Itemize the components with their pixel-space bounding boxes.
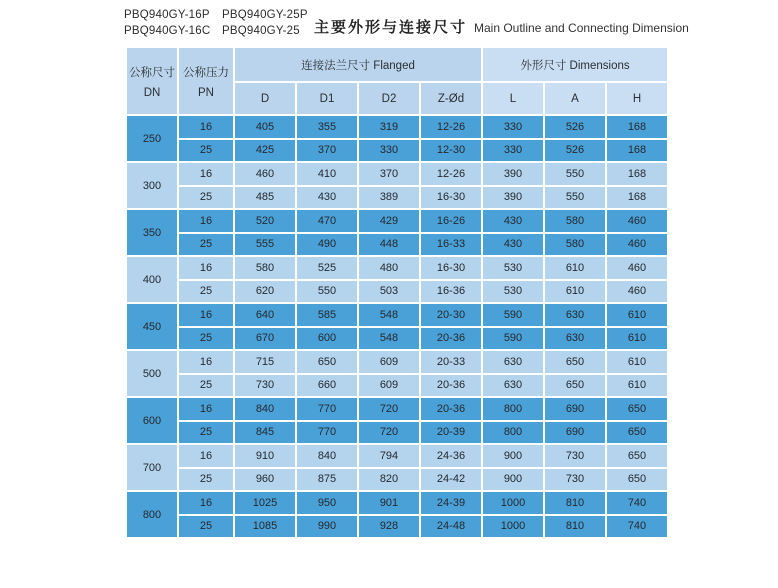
value-cell: 460 <box>235 163 295 185</box>
value-cell: 550 <box>297 281 357 303</box>
value-cell: 20-36 <box>421 328 481 350</box>
value-cell: 600 <box>297 328 357 350</box>
value-cell: 609 <box>359 351 419 373</box>
value-cell: 730 <box>235 375 295 397</box>
value-cell: 24-48 <box>421 516 481 538</box>
table-row <box>127 281 667 303</box>
value-cell: 730 <box>545 445 605 467</box>
value-cell: 330 <box>483 140 543 162</box>
column-header-h: H <box>607 83 667 114</box>
value-cell: 910 <box>235 445 295 467</box>
value-cell: 740 <box>607 492 667 514</box>
value-cell: 845 <box>235 422 295 444</box>
value-cell: 550 <box>545 187 605 209</box>
value-cell: 525 <box>297 257 357 279</box>
value-cell: 1000 <box>483 516 543 538</box>
value-cell: 901 <box>359 492 419 514</box>
value-cell: 840 <box>235 398 295 420</box>
pn-cell: 16 <box>179 445 233 467</box>
value-cell: 650 <box>545 351 605 373</box>
value-cell: 770 <box>297 398 357 420</box>
value-cell: 389 <box>359 187 419 209</box>
pn-cell: 25 <box>179 140 233 162</box>
value-cell: 800 <box>483 422 543 444</box>
dimension-table-container <box>125 46 669 539</box>
pn-cell: 25 <box>179 328 233 350</box>
value-cell: 168 <box>607 187 667 209</box>
value-cell: 526 <box>545 140 605 162</box>
table-row <box>127 234 667 256</box>
pn-cell: 16 <box>179 116 233 138</box>
value-cell: 405 <box>235 116 295 138</box>
value-cell: 620 <box>235 281 295 303</box>
value-cell: 640 <box>235 304 295 326</box>
value-cell: 24-39 <box>421 492 481 514</box>
model-code: PBQ940GY-16P <box>124 9 210 21</box>
table-row <box>127 304 667 326</box>
value-cell: 410 <box>297 163 357 185</box>
table-row <box>127 140 667 162</box>
value-cell: 650 <box>607 469 667 491</box>
pn-cell: 25 <box>179 422 233 444</box>
value-cell: 650 <box>297 351 357 373</box>
value-cell: 670 <box>235 328 295 350</box>
value-cell: 20-39 <box>421 422 481 444</box>
pn-cell: 25 <box>179 516 233 538</box>
value-cell: 630 <box>545 328 605 350</box>
value-cell: 590 <box>483 328 543 350</box>
table-row <box>127 422 667 444</box>
value-cell: 16-30 <box>421 257 481 279</box>
value-cell: 16-26 <box>421 210 481 232</box>
dn-cell: 350 <box>127 210 177 255</box>
table-row <box>127 328 667 350</box>
model-code: PBQ940GY-25P <box>222 9 308 21</box>
value-cell: 20-36 <box>421 375 481 397</box>
pn-cell: 25 <box>179 375 233 397</box>
value-cell: 585 <box>297 304 357 326</box>
column-header-dn <box>127 48 177 114</box>
pn-cell: 16 <box>179 351 233 373</box>
column-header-dn-zh: 公称尺寸 <box>129 66 175 79</box>
column-header-l: L <box>483 83 543 114</box>
value-cell: 20-30 <box>421 304 481 326</box>
dn-cell: 600 <box>127 398 177 443</box>
value-cell: 555 <box>235 234 295 256</box>
pn-cell: 16 <box>179 257 233 279</box>
value-cell: 650 <box>607 398 667 420</box>
dn-cell: 400 <box>127 257 177 302</box>
value-cell: 990 <box>297 516 357 538</box>
model-codes <box>124 8 308 38</box>
pn-cell: 16 <box>179 398 233 420</box>
value-cell: 580 <box>545 234 605 256</box>
column-header-d2: D2 <box>359 83 419 114</box>
value-cell: 330 <box>359 140 419 162</box>
value-cell: 168 <box>607 140 667 162</box>
value-cell: 460 <box>607 210 667 232</box>
value-cell: 12-30 <box>421 140 481 162</box>
value-cell: 503 <box>359 281 419 303</box>
model-code: PBQ940GY-25 <box>222 25 300 37</box>
column-header-pn-zh: 公称压力 <box>183 66 229 79</box>
value-cell: 370 <box>359 163 419 185</box>
pn-cell: 16 <box>179 492 233 514</box>
pn-cell: 16 <box>179 163 233 185</box>
value-cell: 875 <box>297 469 357 491</box>
value-cell: 12-26 <box>421 116 481 138</box>
value-cell: 460 <box>607 281 667 303</box>
value-cell: 12-26 <box>421 163 481 185</box>
value-cell: 650 <box>545 375 605 397</box>
value-cell: 720 <box>359 398 419 420</box>
value-cell: 20-36 <box>421 398 481 420</box>
value-cell: 390 <box>483 187 543 209</box>
table-body <box>127 116 667 537</box>
value-cell: 548 <box>359 304 419 326</box>
value-cell: 650 <box>607 445 667 467</box>
value-cell: 900 <box>483 469 543 491</box>
value-cell: 470 <box>297 210 357 232</box>
value-cell: 610 <box>545 281 605 303</box>
value-cell: 690 <box>545 422 605 444</box>
value-cell: 610 <box>607 328 667 350</box>
value-cell: 810 <box>545 516 605 538</box>
value-cell: 530 <box>483 281 543 303</box>
table-row <box>127 163 667 185</box>
dn-cell: 300 <box>127 163 177 208</box>
pn-cell: 25 <box>179 234 233 256</box>
value-cell: 430 <box>297 187 357 209</box>
value-cell: 960 <box>235 469 295 491</box>
value-cell: 800 <box>483 398 543 420</box>
value-cell: 168 <box>607 163 667 185</box>
table-row <box>127 469 667 491</box>
value-cell: 730 <box>545 469 605 491</box>
value-cell: 715 <box>235 351 295 373</box>
value-cell: 650 <box>607 422 667 444</box>
value-cell: 448 <box>359 234 419 256</box>
value-cell: 610 <box>607 304 667 326</box>
table-row <box>127 116 667 138</box>
value-cell: 610 <box>607 351 667 373</box>
value-cell: 370 <box>297 140 357 162</box>
value-cell: 460 <box>607 257 667 279</box>
value-cell: 319 <box>359 116 419 138</box>
value-cell: 928 <box>359 516 419 538</box>
pn-cell: 16 <box>179 210 233 232</box>
value-cell: 900 <box>483 445 543 467</box>
value-cell: 530 <box>483 257 543 279</box>
value-cell: 610 <box>545 257 605 279</box>
spec-table <box>125 46 669 539</box>
value-cell: 550 <box>545 163 605 185</box>
table-row <box>127 398 667 420</box>
value-cell: 429 <box>359 210 419 232</box>
pn-cell: 25 <box>179 281 233 303</box>
table-row <box>127 351 667 373</box>
value-cell: 485 <box>235 187 295 209</box>
table-row <box>127 375 667 397</box>
value-cell: 480 <box>359 257 419 279</box>
table-row <box>127 516 667 538</box>
table-row <box>127 187 667 209</box>
value-cell: 490 <box>297 234 357 256</box>
value-cell: 1000 <box>483 492 543 514</box>
dn-cell: 250 <box>127 116 177 161</box>
value-cell: 660 <box>297 375 357 397</box>
value-cell: 24-42 <box>421 469 481 491</box>
value-cell: 630 <box>483 375 543 397</box>
value-cell: 425 <box>235 140 295 162</box>
group-header-dimensions: 外形尺寸 Dimensions <box>483 48 667 81</box>
value-cell: 590 <box>483 304 543 326</box>
value-cell: 390 <box>483 163 543 185</box>
table-row <box>127 445 667 467</box>
value-cell: 770 <box>297 422 357 444</box>
value-cell: 520 <box>235 210 295 232</box>
value-cell: 460 <box>607 234 667 256</box>
value-cell: 610 <box>607 375 667 397</box>
column-header-a: A <box>545 83 605 114</box>
model-code: PBQ940GY-16C <box>124 25 211 37</box>
dn-cell: 700 <box>127 445 177 490</box>
value-cell: 1025 <box>235 492 295 514</box>
value-cell: 430 <box>483 234 543 256</box>
value-cell: 720 <box>359 422 419 444</box>
pn-cell: 16 <box>179 304 233 326</box>
table-row <box>127 257 667 279</box>
value-cell: 740 <box>607 516 667 538</box>
value-cell: 355 <box>297 116 357 138</box>
column-header-d1: D1 <box>297 83 357 114</box>
value-cell: 840 <box>297 445 357 467</box>
value-cell: 950 <box>297 492 357 514</box>
value-cell: 1085 <box>235 516 295 538</box>
value-cell: 820 <box>359 469 419 491</box>
page-title-zh: 主要外形与连接尺寸 <box>314 19 468 36</box>
column-header-dn-en: DN <box>143 86 161 99</box>
value-cell: 526 <box>545 116 605 138</box>
dn-cell: 450 <box>127 304 177 349</box>
page-title-en: Main Outline and Connecting Dimension <box>474 21 689 35</box>
value-cell: 168 <box>607 116 667 138</box>
column-header-d: D <box>235 83 295 114</box>
value-cell: 690 <box>545 398 605 420</box>
table-row <box>127 210 667 232</box>
dn-cell: 800 <box>127 492 177 537</box>
dn-cell: 500 <box>127 351 177 396</box>
group-header-flanged: 连接法兰尺寸 Flanged <box>235 48 481 81</box>
value-cell: 430 <box>483 210 543 232</box>
value-cell: 630 <box>483 351 543 373</box>
value-cell: 16-36 <box>421 281 481 303</box>
value-cell: 810 <box>545 492 605 514</box>
value-cell: 580 <box>545 210 605 232</box>
value-cell: 794 <box>359 445 419 467</box>
value-cell: 16-30 <box>421 187 481 209</box>
value-cell: 630 <box>545 304 605 326</box>
value-cell: 16-33 <box>421 234 481 256</box>
value-cell: 548 <box>359 328 419 350</box>
pn-cell: 25 <box>179 469 233 491</box>
column-header-pn-en: PN <box>198 86 214 99</box>
table-row <box>127 492 667 514</box>
column-header-pn <box>179 48 233 114</box>
value-cell: 330 <box>483 116 543 138</box>
value-cell: 24-36 <box>421 445 481 467</box>
value-cell: 580 <box>235 257 295 279</box>
column-header-zod: Z-Ød <box>421 83 481 114</box>
pn-cell: 25 <box>179 187 233 209</box>
value-cell: 20-33 <box>421 351 481 373</box>
value-cell: 609 <box>359 375 419 397</box>
